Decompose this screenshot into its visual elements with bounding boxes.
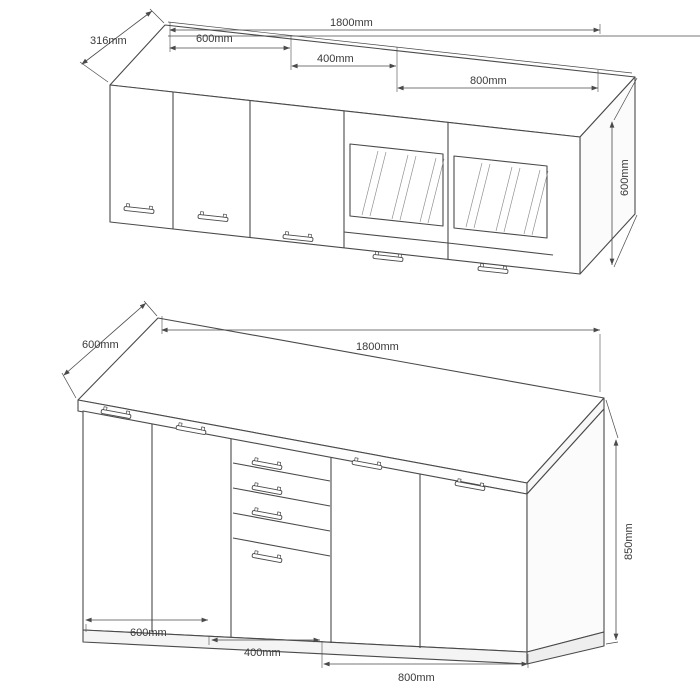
label-lower-total: 1800mm — [356, 341, 399, 353]
label-lower-mid: 400mm — [244, 647, 281, 659]
label-upper-mid: 400mm — [317, 53, 354, 65]
upper-glass-door-5[interactable] — [454, 156, 548, 238]
label-upper-height: 600mm — [619, 159, 631, 196]
upper-glass-door-4[interactable] — [350, 144, 444, 226]
label-lower-height: 850mm — [623, 523, 635, 560]
dim-lower-height — [606, 400, 618, 644]
label-lower-right: 800mm — [398, 672, 435, 684]
label-upper-right: 800mm — [470, 75, 507, 87]
label-lower-depth: 600mm — [82, 339, 119, 351]
label-upper-depth: 316mm — [90, 35, 127, 47]
label-upper-left: 600mm — [196, 33, 233, 45]
label-lower-left: 600mm — [130, 627, 167, 639]
lower-cabinet-body — [78, 318, 604, 664]
label-upper-total: 1800mm — [330, 17, 373, 29]
